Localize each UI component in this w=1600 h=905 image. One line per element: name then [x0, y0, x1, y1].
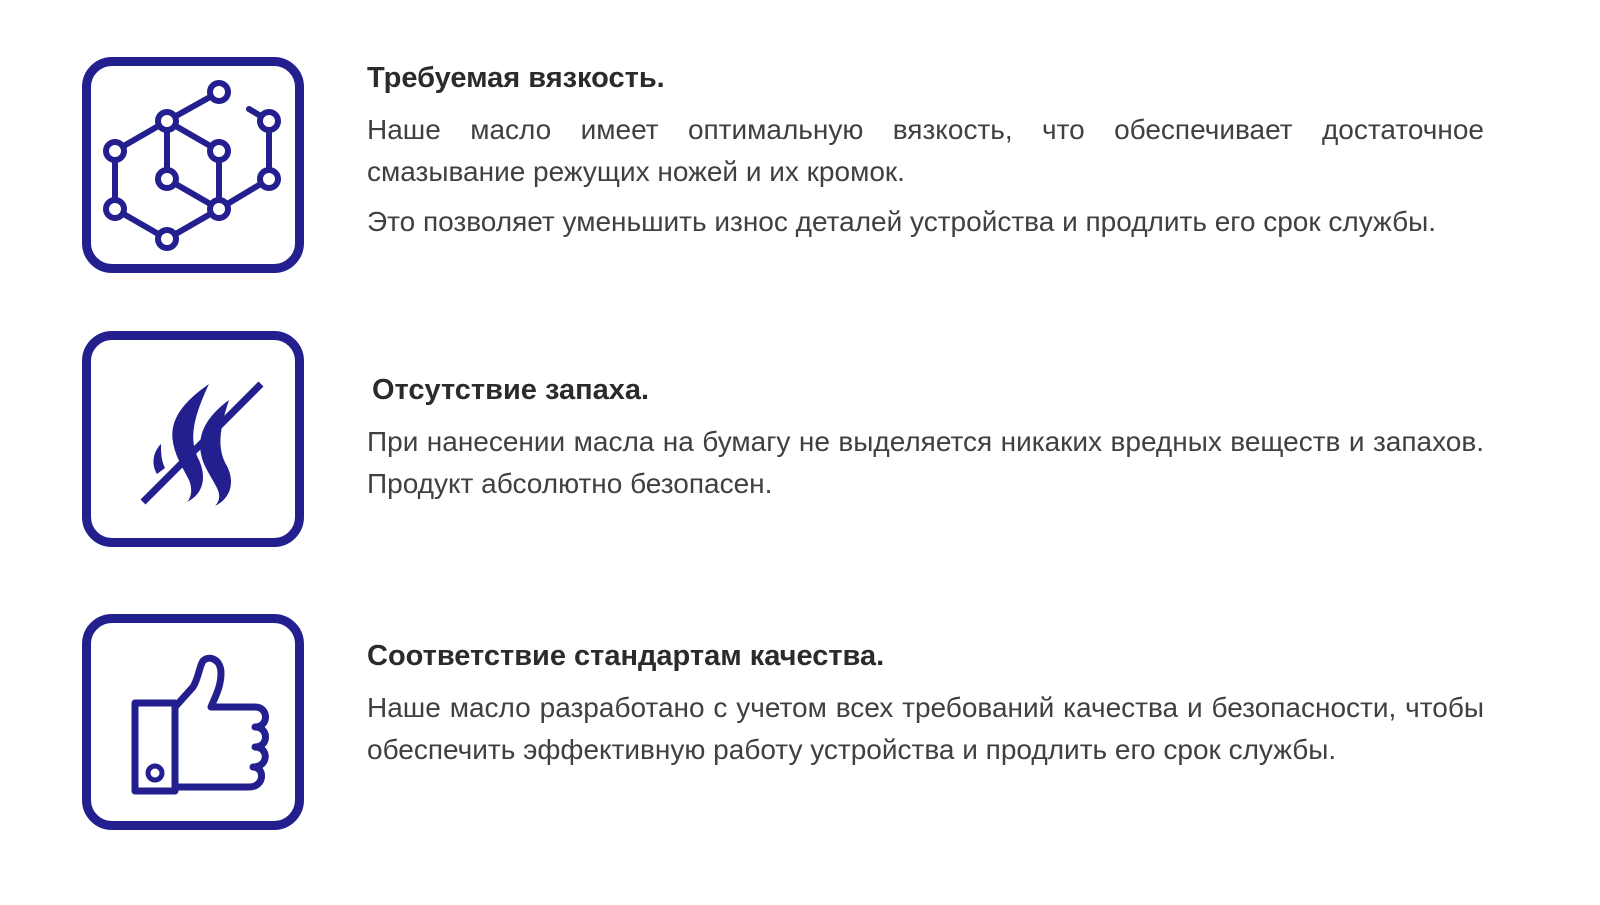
- no-odor-icon: [91, 340, 295, 538]
- feature-paragraph: Наше масло имеет оптимальную вязкость, что обеспечивает достаточное смазывание режущих ножей и их кромок.: [367, 114, 1484, 187]
- feature-paragraph: Наше масло разработано с учетом всех требований качества и безопасности, чтобы обеспечить эффективную работу устройства и продлить его срок службы.: [367, 692, 1484, 765]
- thumbs-up-icon: [91, 623, 295, 821]
- feature-no-odor: [367, 371, 1484, 513]
- feature-viscosity: [367, 59, 1484, 251]
- molecule-icon: [91, 66, 295, 264]
- feature-paragraph: Это позволяет уменьшить износ деталей устройства и продлить его срок службы.: [367, 206, 1437, 237]
- feature-title: Требуемая вязкость.: [367, 62, 665, 94]
- no-odor-icon-frame: [82, 331, 304, 547]
- feature-quality: [367, 637, 1484, 779]
- feature-title: Отсутствие запаха.: [372, 374, 650, 406]
- molecule-icon-frame: [82, 57, 304, 273]
- thumbs-up-icon-frame: [82, 614, 304, 830]
- feature-paragraph: При нанесении масла на бумагу не выделяется никаких вредных веществ и запахов. Продукт абсолютно безопасен.: [367, 426, 1484, 499]
- feature-title: Соответствие стандартам качества.: [367, 640, 885, 672]
